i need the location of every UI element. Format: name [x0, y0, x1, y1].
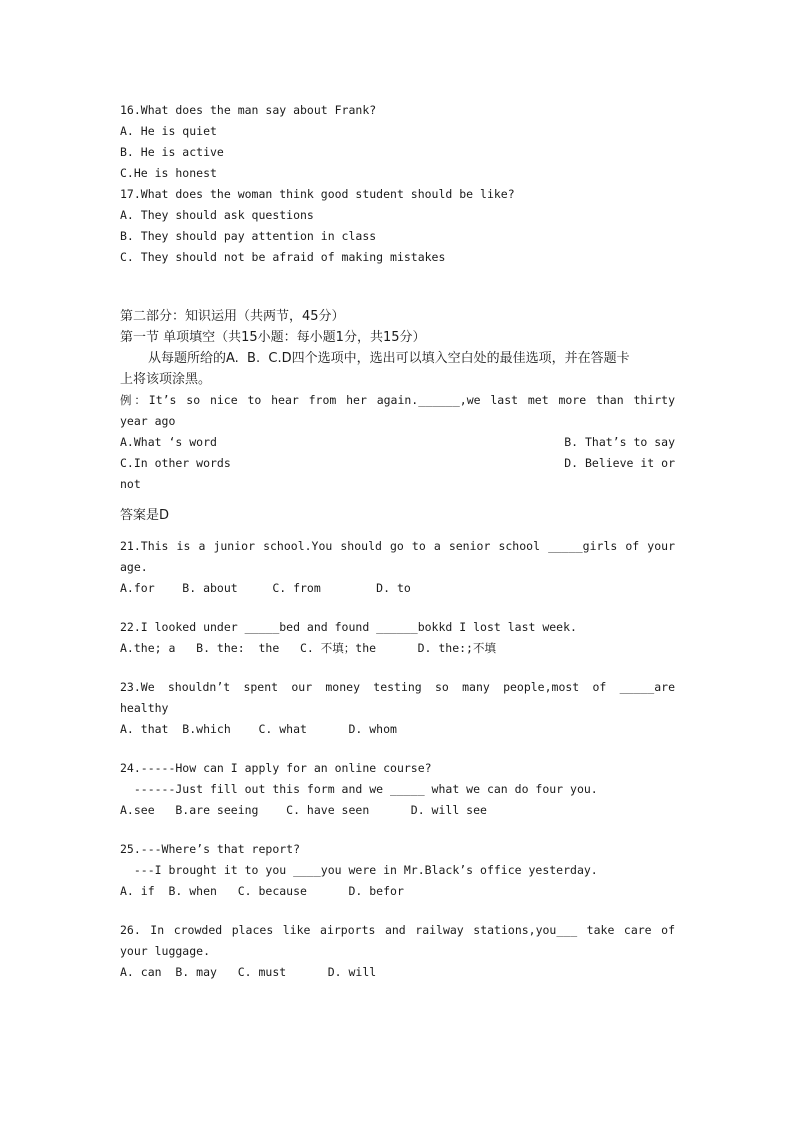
question-16 [120, 100, 675, 184]
question-text: 25.---Where’s that report? [120, 842, 301, 856]
question-text-cont: ------Just fill out this form and we _____ what we can do four you. [120, 782, 598, 796]
question-text: 17.What does the woman think good student should be like? [120, 187, 515, 201]
example-question [120, 390, 675, 526]
example-option-a: A.What ‘s word [120, 435, 217, 449]
option: A. He is quiet [120, 124, 217, 138]
option: B. He is active [120, 145, 224, 159]
question-text: 22.I looked under _____bed and found ______bokkd I lost last week. [120, 620, 577, 634]
example-option-d-cont: not [120, 477, 141, 491]
question-26 [120, 920, 675, 983]
example-answer: 答案是D [120, 508, 170, 523]
question-24 [120, 758, 675, 821]
question-text: 21.This is a junior school.You should go to a senior school _____girls of your [120, 539, 675, 553]
option: A. They should ask questions [120, 208, 314, 222]
question-22 [120, 617, 675, 659]
question-text-cont: ---I brought it to you ____you were in Mr.Black’s office yesterday. [120, 863, 598, 877]
question-17 [120, 184, 675, 268]
instruction-line-1: 从每题所给的A. B. C.D四个选项中，选出可以填入空白处的最佳选项，并在答题卡 [148, 351, 630, 366]
document-page [120, 100, 675, 983]
question-options: A. can B. may C. must D. will [120, 965, 377, 979]
example-option-b: B. That’s to say [564, 435, 675, 449]
question-text-cont: age. [120, 560, 148, 574]
question-options: A.the; a B. the: the C. 不填；the D. the:;不填 [120, 641, 496, 655]
instruction-line-2: 上将该项涂黑。 [120, 372, 212, 387]
example-text-cont: year ago [120, 414, 176, 428]
question-options: A.for B. about C. from D. to [120, 581, 411, 595]
question-text: 23.We shouldn’t spent our money testing so many people,most of _____are [120, 680, 675, 694]
question-options: A.see B.are seeing C. have seen D. will see [120, 803, 487, 817]
question-text-cont: your luggage. [120, 944, 211, 958]
question-text: 16.What does the man say about Frank? [120, 103, 377, 117]
option: C.He is honest [120, 166, 217, 180]
question-21 [120, 536, 675, 599]
question-text: 24.-----How can I apply for an online course? [120, 761, 432, 775]
part2-section [120, 306, 675, 526]
question-options: A. that B.which C. what D. whom [120, 722, 397, 736]
example-option-c: C.In other words [120, 456, 231, 470]
question-25 [120, 839, 675, 902]
section-title: 第一节 单项填空（共15小题：每小题1分，共15分） [120, 330, 426, 345]
part-title: 第二部分：知识运用（共两节，45分） [120, 309, 345, 324]
example-text: 例：It’s so nice to hear from her again.______,we last met more than thirty [120, 393, 675, 407]
example-option-d: D. Believe it or [564, 456, 675, 470]
option: C. They should not be afraid of making mistakes [120, 250, 446, 264]
question-text-cont: healthy [120, 701, 169, 715]
question-23 [120, 677, 675, 740]
question-text: 26. In crowded places like airports and railway stations,you___ take care of [120, 923, 675, 937]
question-options: A. if B. when C. because D. befor [120, 884, 404, 898]
option: B. They should pay attention in class [120, 229, 377, 243]
